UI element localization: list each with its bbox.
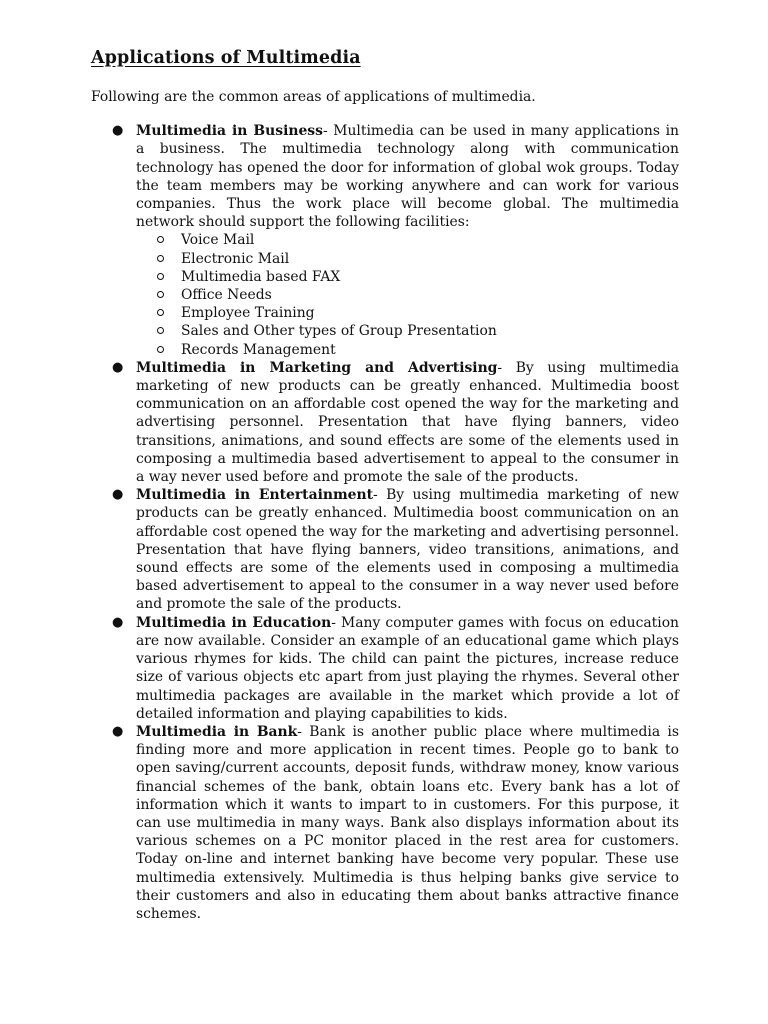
circle-bullet-icon bbox=[157, 327, 164, 334]
circle-bullet-icon bbox=[157, 273, 164, 280]
list-item-marketing bbox=[91, 359, 679, 486]
sub-list-item bbox=[136, 231, 679, 249]
page-title: Applications of Multimedia bbox=[91, 48, 361, 68]
circle-bullet-icon bbox=[157, 255, 164, 262]
list-item-bank bbox=[91, 723, 679, 923]
item-heading: Multimedia in Marketing and Advertising bbox=[136, 359, 498, 376]
item-heading: Multimedia in Entertainment bbox=[136, 487, 374, 504]
sub-item-text: Electronic Mail bbox=[181, 250, 290, 267]
sub-item-text: Office Needs bbox=[181, 287, 272, 304]
sub-list-item bbox=[136, 268, 679, 286]
item-body: - Many computer games with focus on education are now available. Consider an example of an educational game which plays various rhymes for kids. The child can paint the pictures, increase reduce size of various objects etc apart from just playing the rhymes. Several other multimedia packages are available in the market which provide a lot of detailed information and playing capabilities to kids. bbox=[136, 614, 680, 722]
bullet-icon: ● bbox=[112, 614, 124, 630]
item-heading: Multimedia in Business bbox=[136, 123, 323, 140]
sub-list-item bbox=[136, 286, 679, 304]
intro-paragraph: Following are the common areas of applications of multimedia. bbox=[91, 89, 536, 105]
circle-bullet-icon bbox=[157, 346, 164, 353]
list-item-education bbox=[91, 614, 679, 723]
bullet-icon: ● bbox=[112, 723, 124, 739]
item-body: - By using multimedia marketing of new products can be greatly enhanced. Multimedia boost communication on an affordable cost opened the way for the marketing and advertising personnel. Presentation that have flying banners, video transitions, animations, and sound effects are some of the elements used in composing a multimedia based advertisement to appeal to the consumer in a way never used before and promote the sale of the products. bbox=[136, 359, 680, 486]
bullet-icon: ● bbox=[112, 487, 124, 503]
facilities-list bbox=[136, 231, 679, 358]
item-body: - Bank is another public place where multimedia is finding more and more application in recent times. People go to bank to open saving/current accounts, deposit funds, withdraw money, know various financial schemes of the bank, obtain loans etc. Every bank has a lot of information which it wants to impart to in customers. For this purpose, it can use multimedia in many ways. Bank also displays information about its various schemes on a PC monitor placed in the rest area for customers. Today on-line and internet banking have become very popular. These use multimedia extensively. Multimedia is thus helping banks give service to their customers and also in educating them about banks attractive finance schemes. bbox=[136, 723, 680, 922]
bullet-icon: ● bbox=[112, 123, 124, 139]
document-page bbox=[91, 46, 679, 923]
sub-list-item bbox=[136, 304, 679, 322]
sub-list-item bbox=[136, 250, 679, 268]
circle-bullet-icon bbox=[157, 236, 164, 243]
circle-bullet-icon bbox=[157, 309, 164, 316]
sub-list-item bbox=[136, 322, 679, 340]
sub-item-text: Employee Training bbox=[181, 305, 315, 322]
circle-bullet-icon bbox=[157, 291, 164, 298]
item-body: - Multimedia can be used in many applications in a business. The multimedia technology along with communication technology has opened the door for information of global wok groups. Today the team members may be working anywhere and can work for various companies. Thus the work place will become global. The multimedia network should support the following facilities: bbox=[136, 123, 679, 231]
item-heading: Multimedia in Bank bbox=[136, 723, 298, 740]
item-heading: Multimedia in Education bbox=[136, 614, 332, 631]
sub-item-text: Multimedia based FAX bbox=[181, 268, 341, 285]
bullet-icon: ● bbox=[112, 359, 124, 375]
sub-list-item bbox=[136, 341, 679, 359]
item-body: - By using multimedia marketing of new products can be greatly enhanced. Multimedia boost communication on an affordable cost opened the way for the marketing and advertising personnel. Presentation that have flying banners, video transitions, animations, and sound effects are some of the elements used in composing a multimedia based advertisement to appeal to the consumer in a way never used before and promote the sale of the products. bbox=[136, 487, 680, 613]
applications-list bbox=[91, 122, 679, 923]
list-item-business bbox=[91, 122, 679, 359]
list-item-entertainment bbox=[91, 486, 679, 613]
sub-item-text: Sales and Other types of Group Presentation bbox=[181, 323, 497, 340]
sub-item-text: Records Management bbox=[181, 341, 336, 358]
sub-item-text: Voice Mail bbox=[181, 232, 255, 249]
